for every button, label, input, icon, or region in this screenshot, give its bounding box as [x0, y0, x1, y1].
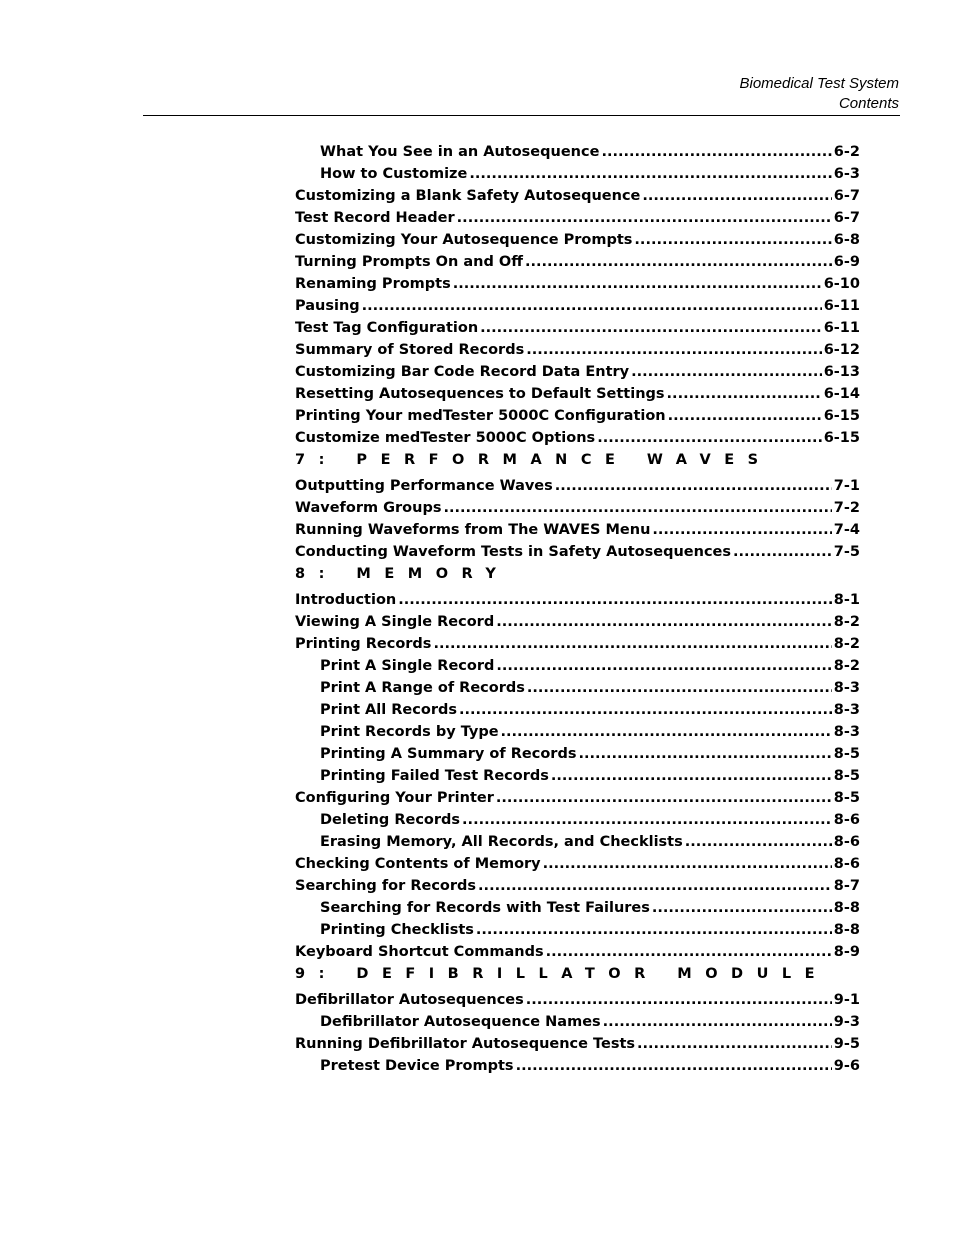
running-header: [739, 74, 899, 113]
dot-leader: [480, 317, 822, 339]
toc-page-number: 8-6: [833, 834, 860, 850]
toc-page-number: 8-3: [833, 680, 860, 696]
dot-leader: [459, 699, 832, 721]
toc-entry-title: Searching for Records: [295, 878, 477, 894]
toc-entry[interactable]: [295, 941, 860, 963]
toc-entry[interactable]: [295, 611, 860, 633]
toc-entry-title: Running Waveforms from The WAVES Menu: [295, 522, 651, 538]
dot-leader: [525, 251, 832, 273]
dot-leader: [443, 497, 831, 519]
toc-page-number: 6-14: [823, 386, 860, 402]
toc-entry[interactable]: [295, 1033, 860, 1055]
toc-entry[interactable]: [295, 853, 860, 875]
toc-page-number: 6-11: [823, 298, 860, 314]
toc-entry[interactable]: [295, 519, 860, 541]
dot-leader: [543, 853, 832, 875]
toc-entry[interactable]: [295, 207, 860, 229]
toc-entry-title: Printing A Summary of Records: [320, 746, 577, 762]
dot-leader: [667, 383, 822, 405]
toc-page-number: 6-11: [823, 320, 860, 336]
dot-leader: [453, 273, 822, 295]
dot-leader: [501, 721, 832, 743]
toc-entry-title: Running Defibrillator Autosequence Tests: [295, 1036, 636, 1052]
toc-page-number: 6-12: [823, 342, 860, 358]
toc-entry[interactable]: [295, 361, 860, 383]
toc-subentry[interactable]: [295, 141, 860, 163]
toc-entry-title: Checking Contents of Memory: [295, 856, 541, 872]
dot-leader: [668, 405, 822, 427]
dot-leader: [597, 427, 822, 449]
toc-page-number: 6-9: [833, 254, 860, 270]
toc-entry-title: Printing Checklists: [320, 922, 474, 938]
dot-leader: [546, 941, 832, 963]
toc-entry[interactable]: [295, 273, 860, 295]
dot-leader: [642, 185, 831, 207]
toc-page-number: 7-1: [833, 478, 860, 494]
chapter-heading[interactable]: 8: MEMORY: [295, 566, 510, 582]
toc-subentry[interactable]: [295, 163, 860, 185]
toc-page-number: 8-2: [833, 636, 860, 652]
toc-entry-title: Outputting Performance Waves: [295, 478, 553, 494]
table-of-contents: [295, 141, 860, 1077]
toc-page-number: 9-5: [833, 1036, 860, 1052]
toc-subentry[interactable]: [295, 831, 860, 853]
dot-leader: [476, 919, 832, 941]
toc-page-number: 8-9: [833, 944, 860, 960]
toc-entry-title: Printing Failed Test Records: [320, 768, 549, 784]
toc-entry[interactable]: [295, 317, 860, 339]
toc-subentry[interactable]: [295, 655, 860, 677]
dot-leader: [652, 897, 832, 919]
toc-subentry[interactable]: [295, 765, 860, 787]
dot-leader: [398, 589, 832, 611]
toc-page-number: 8-6: [833, 812, 860, 828]
toc-page-number: 8-6: [833, 856, 860, 872]
toc-entry[interactable]: [295, 229, 860, 251]
toc-entry[interactable]: [295, 251, 860, 273]
toc-entry-title: Renaming Prompts: [295, 276, 451, 292]
toc-entry-title: Printing Records: [295, 636, 432, 652]
toc-entry-title: Resetting Autosequences to Default Settings: [295, 386, 665, 402]
toc-entry-title: Pausing: [295, 298, 360, 314]
toc-page-number: 8-7: [833, 878, 860, 894]
toc-page-number: 8-3: [833, 702, 860, 718]
toc-entry[interactable]: [295, 185, 860, 207]
toc-entry-title: Print A Single Record: [320, 658, 495, 674]
dot-leader: [496, 655, 831, 677]
toc-page-number: 7-4: [833, 522, 860, 538]
toc-subentry[interactable]: [295, 897, 860, 919]
toc-entry-title: Customizing a Blank Safety Autosequence: [295, 188, 641, 204]
dot-leader: [457, 207, 832, 229]
toc-entry[interactable]: [295, 427, 860, 449]
toc-subentry[interactable]: [295, 919, 860, 941]
toc-entry-title: Keyboard Shortcut Commands: [295, 944, 544, 960]
toc-entry-title: Print Records by Type: [320, 724, 499, 740]
toc-page-number: 7-2: [833, 500, 860, 516]
dot-leader: [601, 141, 831, 163]
dot-leader: [362, 295, 822, 317]
toc-page-number: 9-1: [833, 992, 860, 1008]
dot-leader: [526, 339, 821, 361]
toc-entry-title: Customizing Bar Code Record Data Entry: [295, 364, 630, 380]
toc-entry-title: Pretest Device Prompts: [320, 1058, 514, 1074]
toc-entry-title: Viewing A Single Record: [295, 614, 495, 630]
toc-entry[interactable]: [295, 989, 860, 1011]
toc-entry-title: Conducting Waveform Tests in Safety Autosequences: [295, 544, 732, 560]
toc-entry-title: Waveform Groups: [295, 500, 442, 516]
toc-subentry[interactable]: [295, 721, 860, 743]
dot-leader: [469, 163, 831, 185]
toc-page-number: 8-8: [833, 922, 860, 938]
toc-entry-title: Customizing Your Autosequence Prompts: [295, 232, 633, 248]
toc-entry[interactable]: [295, 475, 860, 497]
toc-entry-title: Test Record Header: [295, 210, 455, 226]
dot-leader: [526, 989, 832, 1011]
toc-entry-title: Print All Records: [320, 702, 457, 718]
toc-entry-title: Summary of Stored Records: [295, 342, 525, 358]
toc-page-number: 6-2: [833, 144, 860, 160]
toc-entry-title: Searching for Records with Test Failures: [320, 900, 650, 916]
dot-leader: [578, 743, 831, 765]
toc-entry[interactable]: [295, 589, 860, 611]
toc-entry-title: Defibrillator Autosequences: [295, 992, 524, 1008]
header-rule: [143, 115, 900, 116]
dot-leader: [603, 1011, 832, 1033]
toc-subentry[interactable]: [295, 743, 860, 765]
dot-leader: [496, 787, 832, 809]
toc-entry[interactable]: [295, 633, 860, 655]
toc-page-number: 8-5: [833, 768, 860, 784]
toc-subentry[interactable]: [295, 809, 860, 831]
toc-entry-title: Test Tag Configuration: [295, 320, 479, 336]
dot-leader: [462, 809, 832, 831]
toc-entry-title: Print A Range of Records: [320, 680, 525, 696]
toc-page-number: 8-5: [833, 746, 860, 762]
toc-page-number: 6-8: [833, 232, 860, 248]
toc-page-number: 6-3: [833, 166, 860, 182]
toc-entry-title: Configuring Your Printer: [295, 790, 494, 806]
toc-entry-title: What You See in an Autosequence: [320, 144, 600, 160]
toc-entry-title: Turning Prompts On and Off: [295, 254, 523, 270]
dot-leader: [433, 633, 831, 655]
toc-entry-title: Printing Your medTester 5000C Configuration: [295, 408, 666, 424]
toc-page-number: 8-2: [833, 614, 860, 630]
chapter-heading[interactable]: 9: DEFIBRILLATOR MODULE: [295, 966, 829, 982]
dot-leader: [634, 229, 831, 251]
toc-page-number: 6-10: [823, 276, 860, 292]
dot-leader: [527, 677, 832, 699]
toc-page-number: 8-5: [833, 790, 860, 806]
dot-leader: [551, 765, 832, 787]
toc-page-number: 6-7: [833, 188, 860, 204]
toc-entry[interactable]: [295, 875, 860, 897]
dot-leader: [733, 541, 832, 563]
dot-leader: [652, 519, 831, 541]
toc-page-number: 7-5: [833, 544, 860, 560]
toc-page-number: 8-1: [833, 592, 860, 608]
toc-entry[interactable]: [295, 295, 860, 317]
dot-leader: [555, 475, 832, 497]
header-title: Biomedical Test System: [739, 75, 899, 92]
toc-page-number: 8-3: [833, 724, 860, 740]
toc-entry-title: How to Customize: [320, 166, 468, 182]
toc-page-number: 6-15: [823, 430, 860, 446]
toc-entry[interactable]: [295, 405, 860, 427]
dot-leader: [478, 875, 832, 897]
header-section: Contents: [838, 94, 899, 112]
toc-entry[interactable]: [295, 787, 860, 809]
dot-leader: [516, 1055, 832, 1077]
toc-entry-title: Defibrillator Autosequence Names: [320, 1014, 601, 1030]
dot-leader: [631, 361, 822, 383]
dot-leader: [637, 1033, 832, 1055]
toc-entry[interactable]: [295, 383, 860, 405]
toc-subentry[interactable]: [295, 1011, 860, 1033]
toc-page-number: 6-15: [823, 408, 860, 424]
toc-entry-title: Introduction: [295, 592, 397, 608]
toc-subentry[interactable]: [295, 1055, 860, 1077]
toc-entry-title: Customize medTester 5000C Options: [295, 430, 596, 446]
toc-entry[interactable]: [295, 339, 860, 361]
toc-page-number: 6-7: [833, 210, 860, 226]
chapter-heading[interactable]: 7: PERFORMANCE WAVES: [295, 452, 772, 468]
toc-entry[interactable]: [295, 497, 860, 519]
toc-entry-title: Erasing Memory, All Records, and Checklists: [320, 834, 683, 850]
dot-leader: [685, 831, 832, 853]
toc-entry-title: Deleting Records: [320, 812, 461, 828]
dot-leader: [496, 611, 832, 633]
toc-page-number: 8-2: [833, 658, 860, 674]
toc-subentry[interactable]: [295, 677, 860, 699]
toc-page-number: 9-3: [833, 1014, 860, 1030]
toc-entry[interactable]: [295, 541, 860, 563]
toc-page-number: 6-13: [823, 364, 860, 380]
toc-page-number: 8-8: [833, 900, 860, 916]
toc-subentry[interactable]: [295, 699, 860, 721]
toc-page-number: 9-6: [833, 1058, 860, 1074]
